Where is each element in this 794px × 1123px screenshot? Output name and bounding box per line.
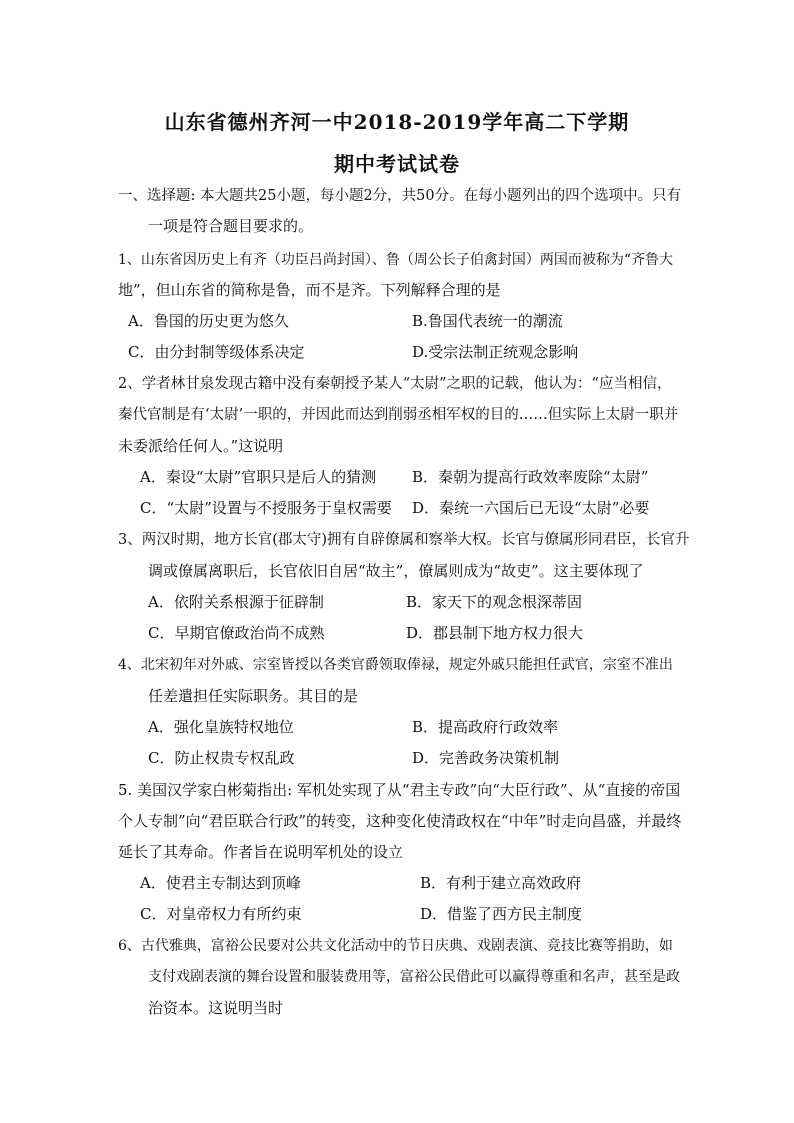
- question-1-option-d: D.受宗法制正统观念影响: [412, 343, 579, 361]
- question-5-option-b: B．有利于建立高效政府: [420, 874, 582, 892]
- question-5-stem-line2: 个人专制”向“君臣联合行政”的转变，这种变化使清政权在“中年”时走向昌盛，并最终: [118, 812, 682, 830]
- section-instructions-line1: 一、选择题: 本大题共25小题，每小题2分，共50分。在每小题列出的四个选项中。只有: [118, 188, 682, 204]
- question-5-stem-line1: 5. 美国汉学家白彬菊指出: 军机处实现了从“君主专政”向“大臣行政”、从“直接的帝国: [118, 781, 681, 799]
- question-2-stem-line2: 秦代官制是有‘太尉’一职的，并因此而达到削弱丞相军权的目的……但实际上太尉一职并: [118, 407, 679, 423]
- question-1-option-b: B.鲁国代表统一的潮流: [412, 312, 563, 330]
- exam-subtitle: 期中考试试卷: [334, 152, 460, 176]
- question-2-option-b: B．秦朝为提高行政效率废除“太尉”: [412, 468, 649, 486]
- section-instructions-line2: 一项是符合题目要求的。: [148, 217, 314, 235]
- question-3-option-b: B．家天下的观念根深蒂固: [406, 593, 583, 611]
- question-2-option-a: A．秦设“太尉”官职只是后人的猜测: [140, 468, 377, 486]
- question-5-option-d: D．借鉴了西方民主制度: [420, 905, 583, 923]
- exam-title: 山东省德州齐河一中2018-2019学年高二下学期: [164, 110, 630, 134]
- question-3-stem-line1: 3、两汉时期，地方长官(郡太守)拥有自辟僚属和察举大权。长官与僚属形同君臣，长官升: [118, 532, 690, 548]
- question-4-option-b: B．提高政府行政效率: [412, 718, 559, 736]
- question-2-stem-line1: 2、学者林甘泉发现古籍中没有秦朝授予某人“太尉”之职的记载，他认为：“应当相信，: [118, 376, 672, 392]
- question-1-option-a: A．鲁国的历史更为悠久: [128, 312, 289, 330]
- question-2-option-c: C．“太尉”设置与不授服务于皇权需要: [140, 499, 392, 517]
- question-5-option-a: A．使君主专制达到顶峰: [140, 874, 301, 892]
- question-3-option-c: C．早期官僚政治尚不成熟: [148, 624, 325, 642]
- question-3-option-a: A．依附关系根源于征辟制: [148, 593, 324, 611]
- question-5-option-c: C．对皇帝权力有所约束: [140, 905, 302, 923]
- question-1-stem-line2: 地”，但山东省的简称是鲁，而不是齐。下列解释合理的是: [118, 281, 501, 299]
- question-3-option-d: D．郡县制下地方权力很大: [406, 624, 584, 642]
- question-4-stem-line1: 4、北宋初年对外戚、宗室皆授以各类官爵领取俸禄，规定外戚只能担任武官，宗室不准出: [118, 657, 673, 673]
- question-6-stem-line1: 6、古代雅典，富裕公民要对公共文化活动中的节日庆典、戏剧表演、竞技比赛等捐助，如: [118, 938, 673, 954]
- question-6-stem-line2: 支付戏剧表演的舞台设置和服装费用等，富裕公民借此可以赢得尊重和名声，甚至是政: [148, 969, 680, 985]
- question-5-stem-line3: 延长了其寿命。作者旨在说明军机处的设立: [118, 843, 404, 861]
- question-1-option-c: C．由分封制等级体系决定: [128, 343, 305, 361]
- question-2-option-d: D．秦统一六国后已无设“太尉”必要: [412, 499, 650, 517]
- question-4-stem-line2: 任差遣担任实际职务。其目的是: [148, 687, 359, 705]
- question-1-stem-line1: 1、山东省因历史上有齐（功臣吕尚封国）、鲁（周公长子伯禽封国）两国而被称为“齐鲁大: [118, 252, 674, 268]
- question-4-option-c: C．防止权贵专权乱政: [148, 749, 295, 767]
- question-4-option-a: A．强化皇族特权地位: [148, 718, 294, 736]
- question-6-stem-line3: 治资本。这说明当时: [148, 999, 284, 1017]
- question-3-stem-line2: 调或僚属离职后，长官依旧自居“故主”，僚属则成为“故吏”。这主要体现了: [148, 562, 644, 580]
- question-2-stem-line3: 未委派给任何人。”这说明: [118, 437, 284, 455]
- question-4-option-d: D．完善政务决策机制: [412, 749, 560, 767]
